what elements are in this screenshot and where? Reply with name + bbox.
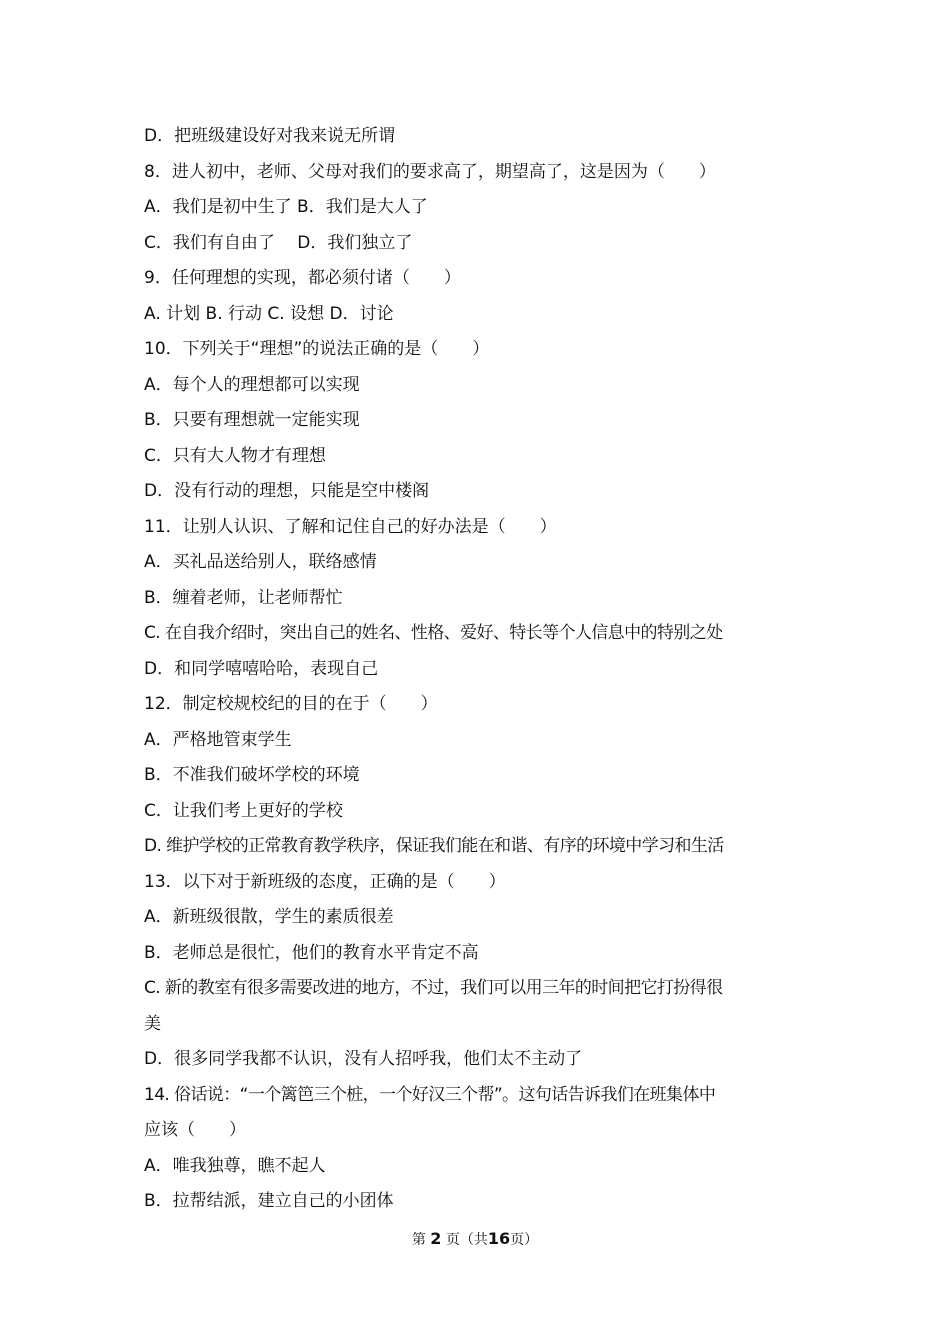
text-line: A．我们是初中生了 B．我们是大人了 xyxy=(144,197,428,217)
text-line: B．不准我们破坏学校的环境 xyxy=(144,765,360,785)
text-line: D．把班级建设好对我来说无所谓 xyxy=(144,126,396,146)
text-line: B．缠着老师，让老师帮忙 xyxy=(144,587,343,608)
text-line: 8．进人初中，老师、父母对我们的要求高了，期望高了，这是因为（ ） xyxy=(144,161,716,182)
text-line: C．我们有自由了 D．我们独立了 xyxy=(144,232,413,253)
text-line: C. 新的教室有很多需要改进的地方，不过，我们可以用三年的时间把它打扮得很 xyxy=(144,978,723,998)
text-line: D．和同学嘻嘻哈哈，表现自己 xyxy=(144,658,379,679)
text-line: A．每个人的理想都可以实现 xyxy=(144,374,360,395)
page-number: 2 xyxy=(430,1229,442,1248)
text-line: 14. 俗话说：“一个篱笆三个桩，一个好汉三个帮”。这句话告诉我们在班集体中 xyxy=(144,1084,716,1105)
text-line: C．让我们考上更好的学校 xyxy=(144,800,343,821)
text-line: B．只要有理想就一定能实现 xyxy=(144,410,360,430)
text-line: A．严格地管束学生 xyxy=(144,729,292,750)
text-line: 11．让别人认识、了解和记住自己的好办法是（ ） xyxy=(144,516,557,537)
question-text-block xyxy=(144,119,810,1220)
text-line: D．很多同学我都不认识，没有人招呼我，他们太不主动了 xyxy=(144,1049,583,1069)
text-line: 12．制定校规校纪的目的在于（ ） xyxy=(144,694,438,714)
text-line: 美 xyxy=(144,1013,161,1034)
text-line: C. 在自我介绍时，突出自己的姓名、性格、爱好、特长等个人信息中的特别之处 xyxy=(144,623,723,643)
text-line: 9．任何理想的实现，都必须付诸（ ） xyxy=(144,268,461,288)
text-line: 13．以下对于新班级的态度，正确的是（ ） xyxy=(144,871,506,892)
text-line: C．只有大人物才有理想 xyxy=(144,445,326,466)
text-line: A. 计划 B. 行动 C. 设想 D．讨论 xyxy=(144,303,394,324)
text-line: A．新班级很散，学生的素质很差 xyxy=(144,907,394,927)
text-line: D. 维护学校的正常教育教学秩序，保证我们能在和谐、有序的环境中学习和生活 xyxy=(144,836,724,856)
text-line: 应该（ ） xyxy=(144,1120,246,1140)
text-line: A．买礼品送给别人，联络感情 xyxy=(144,552,377,572)
text-line: B．老师总是很忙，他们的教育水平肯定不高 xyxy=(144,942,479,963)
text-line: B．拉帮结派，建立自己的小团体 xyxy=(144,1191,394,1211)
text-line: D．没有行动的理想，只能是空中楼阁 xyxy=(144,481,430,501)
footer-suffix: 页） xyxy=(510,1232,539,1248)
footer-prefix: 第 xyxy=(411,1232,426,1248)
total-pages: 16 xyxy=(487,1229,511,1248)
text-line: 10．下列关于“理想”的说法正确的是（ ） xyxy=(144,339,490,359)
text-line: A．唯我独尊，瞧不起人 xyxy=(144,1155,326,1176)
footer-middle: 页（共 xyxy=(445,1232,488,1248)
page-footer xyxy=(0,1226,950,1252)
